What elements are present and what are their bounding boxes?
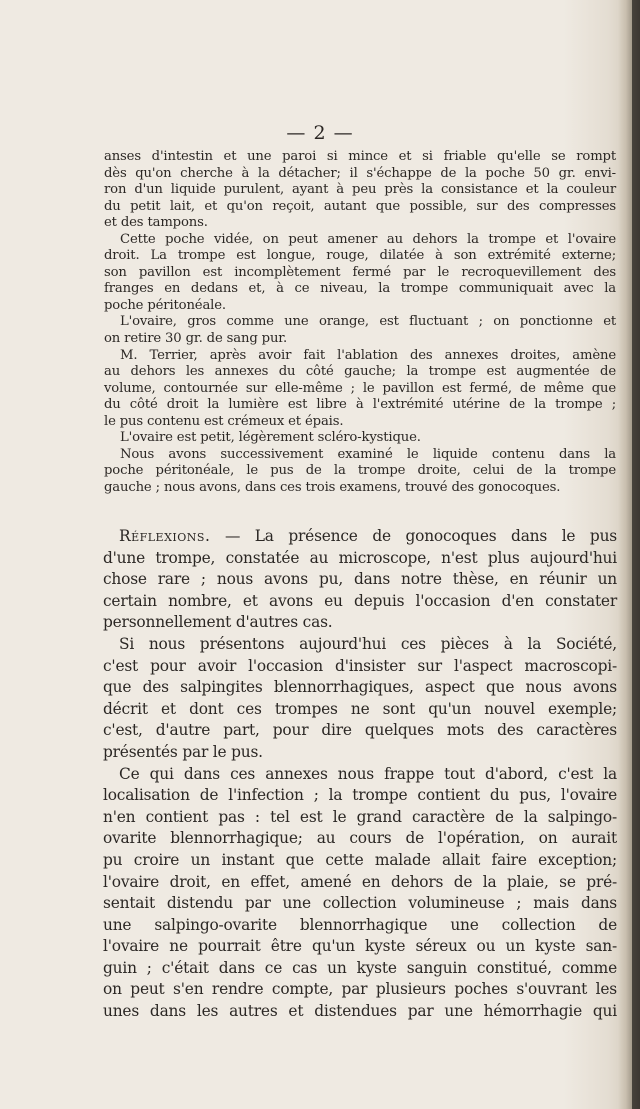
text-line: chose rare ; nous avons pu, dans notre thèse, en réunir un	[103, 570, 617, 589]
text-line: du petit lait, et qu'on reçoit, autant que possible, sur des compresses	[104, 198, 616, 214]
text-line: poche péritonéale.	[104, 297, 226, 313]
page-number: — 2 —	[286, 122, 354, 144]
text-line: que des salpingites blennorrhagiques, aspect que nous avons	[103, 678, 617, 697]
text-line: n'en contient pas : tel est le grand caractère de la salpingo-	[103, 807, 617, 826]
text-line: L'ovaire, gros comme une orange, est fluctuant ; on ponctionne et	[120, 314, 616, 330]
text-line: franges en dedans et, à ce niveau, la trompe communiquait avec la	[104, 281, 616, 297]
text-line: unes dans les autres et distendues par une hémorrhagie qui	[103, 1002, 617, 1021]
text-line: c'est, d'autre part, pour dire quelques mots des caractères	[103, 721, 617, 740]
text-line: son pavillon est incomplètement fermé par le recroquevillement des	[104, 264, 616, 280]
small-text-block	[104, 149, 616, 496]
text-line: au dehors les annexes du côté gauche; la trompe est augmentée de	[104, 364, 616, 380]
text-line: sentait distendu par une collection volumineuse ; mais dans	[103, 894, 617, 913]
text-line: ron d'un liquide purulent, ayant à peu près la consistance et la couleur	[104, 182, 616, 198]
text-line: on peut s'en rendre compte, par plusieurs poches s'ouvrant les	[103, 980, 617, 999]
text-line: Si nous présentons aujourd'hui ces pièces à la Société,	[119, 634, 617, 653]
text-line: volume, contournée sur elle-même ; le pavillon est fermé, de même que	[104, 380, 616, 396]
text-line: Ce qui dans ces annexes nous frappe tout d'abord, c'est la	[119, 764, 617, 783]
text-line: l'ovaire droit, en effet, amené en dehors de la plaie, se pré-	[103, 872, 617, 891]
text-line: présentés par le pus.	[103, 742, 263, 761]
large-text-block	[103, 526, 617, 1023]
text-line-fragment: — La présence de gonocoques dans le pus	[210, 527, 617, 545]
text-line: on retire 30 gr. de sang pur.	[104, 331, 288, 347]
text-line: certain nombre, et avons eu depuis l'occasion d'en constater	[103, 591, 617, 610]
text-line: dès qu'on cherche à la détacher; il s'échappe de la poche 50 gr. envi-	[104, 165, 616, 181]
reflexions-first-line	[103, 526, 617, 548]
text-line: gauche ; nous avons, dans ces trois examens, trouvé des gonocoques.	[104, 479, 561, 495]
text-line: c'est pour avoir l'occasion d'insister sur l'aspect macroscopi-	[103, 656, 617, 675]
text-line: l'ovaire ne pourrait être qu'un kyste séreux ou un kyste san-	[103, 937, 617, 956]
text-line: pu croire un instant que cette malade allait faire exception;	[103, 850, 617, 869]
text-line: L'ovaire est petit, légèrement scléro-kystique.	[120, 430, 421, 446]
text-line: Cette poche vidée, on peut amener au dehors la trompe et l'ovaire	[120, 231, 616, 247]
text-line: poche péritonéale, le pus de la trompe droite, celui de la trompe	[104, 463, 616, 479]
text-line: le pus contenu est crémeux et épais.	[104, 413, 344, 429]
text-line: une salpingo-ovarite blennorrhagique une collection de	[103, 915, 617, 934]
text-line: localisation de l'infection ; la trompe contient du pus, l'ovaire	[103, 786, 617, 805]
reflexions-heading: Réflexions.	[119, 527, 211, 545]
text-line: ovarite blennorrhagique; au cours de l'opération, on aurait	[103, 829, 617, 848]
text-line: du côté droit la lumière est libre à l'extrémité utérine de la trompe ;	[104, 397, 616, 413]
text-line: et des tampons.	[104, 215, 208, 231]
page-edge-binding	[632, 0, 640, 1109]
text-line: personnellement d'autres cas.	[103, 613, 333, 632]
text-line: guin ; c'était dans ce cas un kyste sanguin constitué, comme	[103, 958, 617, 977]
text-line: M. Terrier, après avoir fait l'ablation des annexes droites, amène	[120, 347, 616, 363]
text-line: anses d'intestin et une paroi si mince et si friable qu'elle se rompt	[104, 149, 616, 164]
text-line: Nous avons successivement examiné le liquide contenu dans la	[120, 446, 616, 462]
text-line: décrit et dont ces trompes ne sont qu'un nouvel exemple;	[103, 699, 617, 718]
text-line: d'une trompe, constatée au microscope, n'est plus aujourd'hui	[103, 548, 617, 567]
text-line: droit. La trompe est longue, rouge, dilatée à son extrémité externe;	[104, 248, 616, 264]
